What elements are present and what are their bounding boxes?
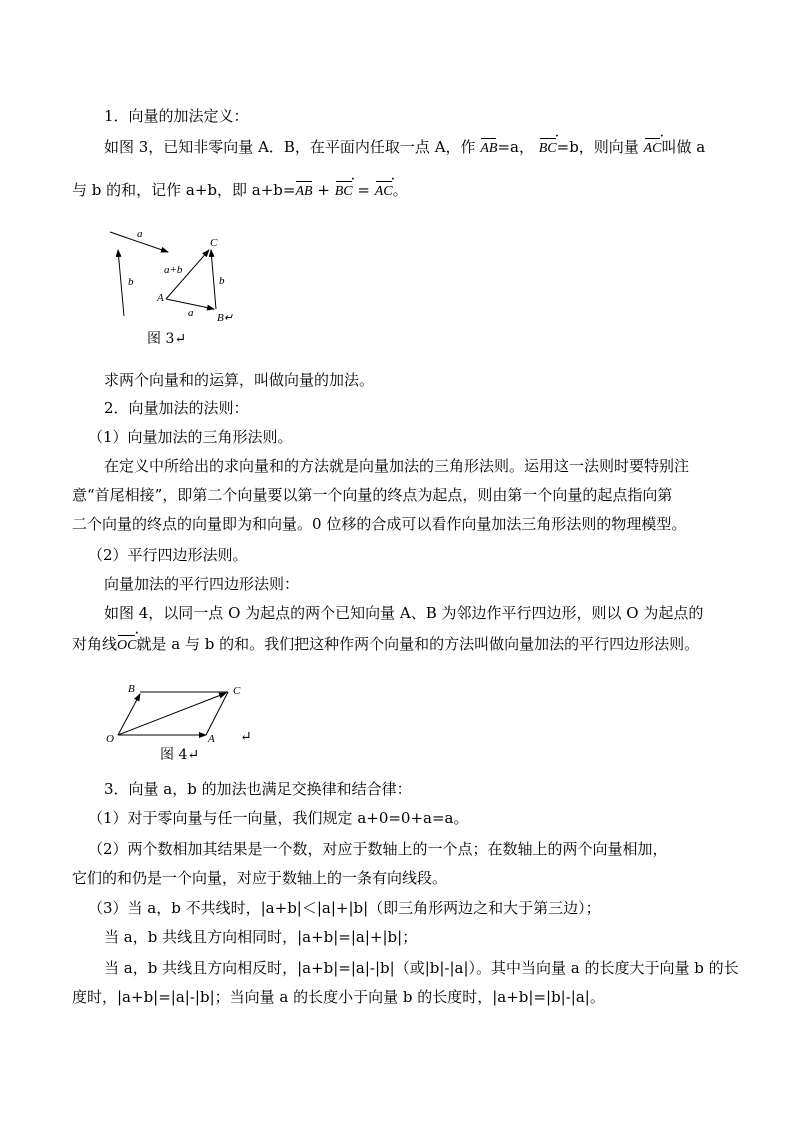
definition-text: =a， [497, 138, 534, 156]
point-b: B↵ [217, 312, 233, 323]
plus-sign: + [312, 181, 335, 199]
point-o: O [106, 733, 114, 742]
label-a-plus-b: a+b [164, 264, 183, 276]
definition-line-2 [72, 180, 408, 202]
triangle-paragraph: 意“首尾相接”，即第二个向量要以第一个向量的终点为起点，则由第一个向量的起点指向第 [72, 486, 673, 504]
side-ac-line [206, 692, 228, 735]
paragraph-text: 就是 a 与 b 的和。我们把这种作两个向量和的方法叫做向量加法的平行四边形法则。 [136, 635, 700, 653]
figure-4-caption: 图 4↵ [160, 747, 200, 763]
point-a: A [157, 292, 164, 304]
figure-4-mark: ↵ [240, 729, 252, 745]
sub-heading-parallelogram: （2）平行四边形法则。 [88, 546, 248, 564]
figure-3-diagram [100, 228, 245, 323]
figure-4-diagram [102, 680, 252, 742]
triangle-paragraph: 二个向量的终点的向量即为和向量。0 位移的合成可以看作向量加法三角形法则的物理模型。 [72, 515, 687, 533]
vector-bc-line [211, 250, 216, 309]
equals-sign: = [352, 181, 375, 199]
law-zero-vector: （1）对于零向量与任一向量，我们规定 a+0=0+a=a。 [88, 809, 469, 827]
law-non-collinear: （3）当 a，b 不共线时，|a+b|＜|a|+|b|（即三角形两边之和大于第三边）； [88, 899, 601, 917]
addition-definition: 求两个向量和的运算，叫做向量的加法。 [104, 371, 375, 389]
law-number-line: 它们的和仍是一个向量，对应于数轴上的一条有向线段。 [72, 869, 448, 887]
point-c: C [210, 237, 218, 249]
point-a: A [208, 733, 215, 742]
label-a2: a [188, 307, 194, 319]
vector-bc: BC · [539, 137, 557, 159]
vector-oc-line [118, 693, 226, 735]
vector-ac: AC · [644, 137, 662, 159]
vector-ac: AC · [375, 180, 393, 202]
paragraph-text: 对角线 [72, 635, 118, 653]
vector-ab: AB [295, 180, 312, 202]
parallelogram-paragraph: 如图 4，以同一点 O 为起点的两个已知向量 A、B 为邻边作平行四边形，则以 O 为起点的 [104, 604, 704, 622]
law-opposite-direction: 当 a，b 共线且方向相反时，|a+b|=|a|-|b|（或|b|-|a|）。其中当向量 a 的长度大于向量 b 的长 [104, 959, 739, 977]
definition-text: 如图 3，已知非零向量 A．B，在平面内任取一点 A，作 [104, 138, 476, 156]
law-same-direction: 当 a，b 共线且方向相同时，|a+b|=|a|+|b|； [104, 928, 418, 946]
definition-text: 叫做 a [661, 138, 706, 156]
vector-oc: OC · [117, 634, 136, 656]
definition-line-1 [104, 137, 705, 159]
parallelogram-title: 向量加法的平行四边形法则： [104, 575, 300, 593]
parallelogram-paragraph [72, 634, 699, 656]
sub-heading-triangle: （1）向量加法的三角形法则。 [88, 428, 293, 446]
section-2-title: 2．向量加法的法则： [104, 399, 249, 417]
label-a: a [137, 228, 143, 240]
section-3-title: 3．向量 a，b 的加法也满足交换律和结合律： [104, 780, 412, 798]
vector-ob-line [118, 694, 140, 735]
definition-text: 与 b 的和，记作 a+b，即 a+b= [72, 181, 296, 199]
vector-bc: BC · [335, 180, 353, 202]
definition-text: =b，则向量 [556, 138, 639, 156]
period: 。 [392, 181, 408, 199]
law-number-line: （2）两个数相加其结果是一个数，对应于数轴上的一个点；在数轴上的两个向量相加， [88, 840, 668, 858]
figure-3-caption: 图 3↵ [147, 331, 187, 347]
point-b: B [128, 683, 135, 695]
vector-b-line [118, 250, 124, 316]
law-opposite-direction: 度时，|a+b|=|a|-|b|；当向量 a 的长度小于向量 b 的长度时，|a+b|=|b|-|a|。 [72, 988, 605, 1006]
triangle-paragraph: 在定义中所给出的求向量和的方法就是向量加法的三角形法则。运用这一法则时要特别注 [104, 457, 690, 475]
vector-ab: AB [480, 137, 497, 159]
section-1-title: 1．向量的加法定义： [104, 107, 249, 125]
label-b: b [128, 276, 134, 288]
point-c: C [233, 685, 241, 697]
label-b2: b [219, 275, 225, 287]
